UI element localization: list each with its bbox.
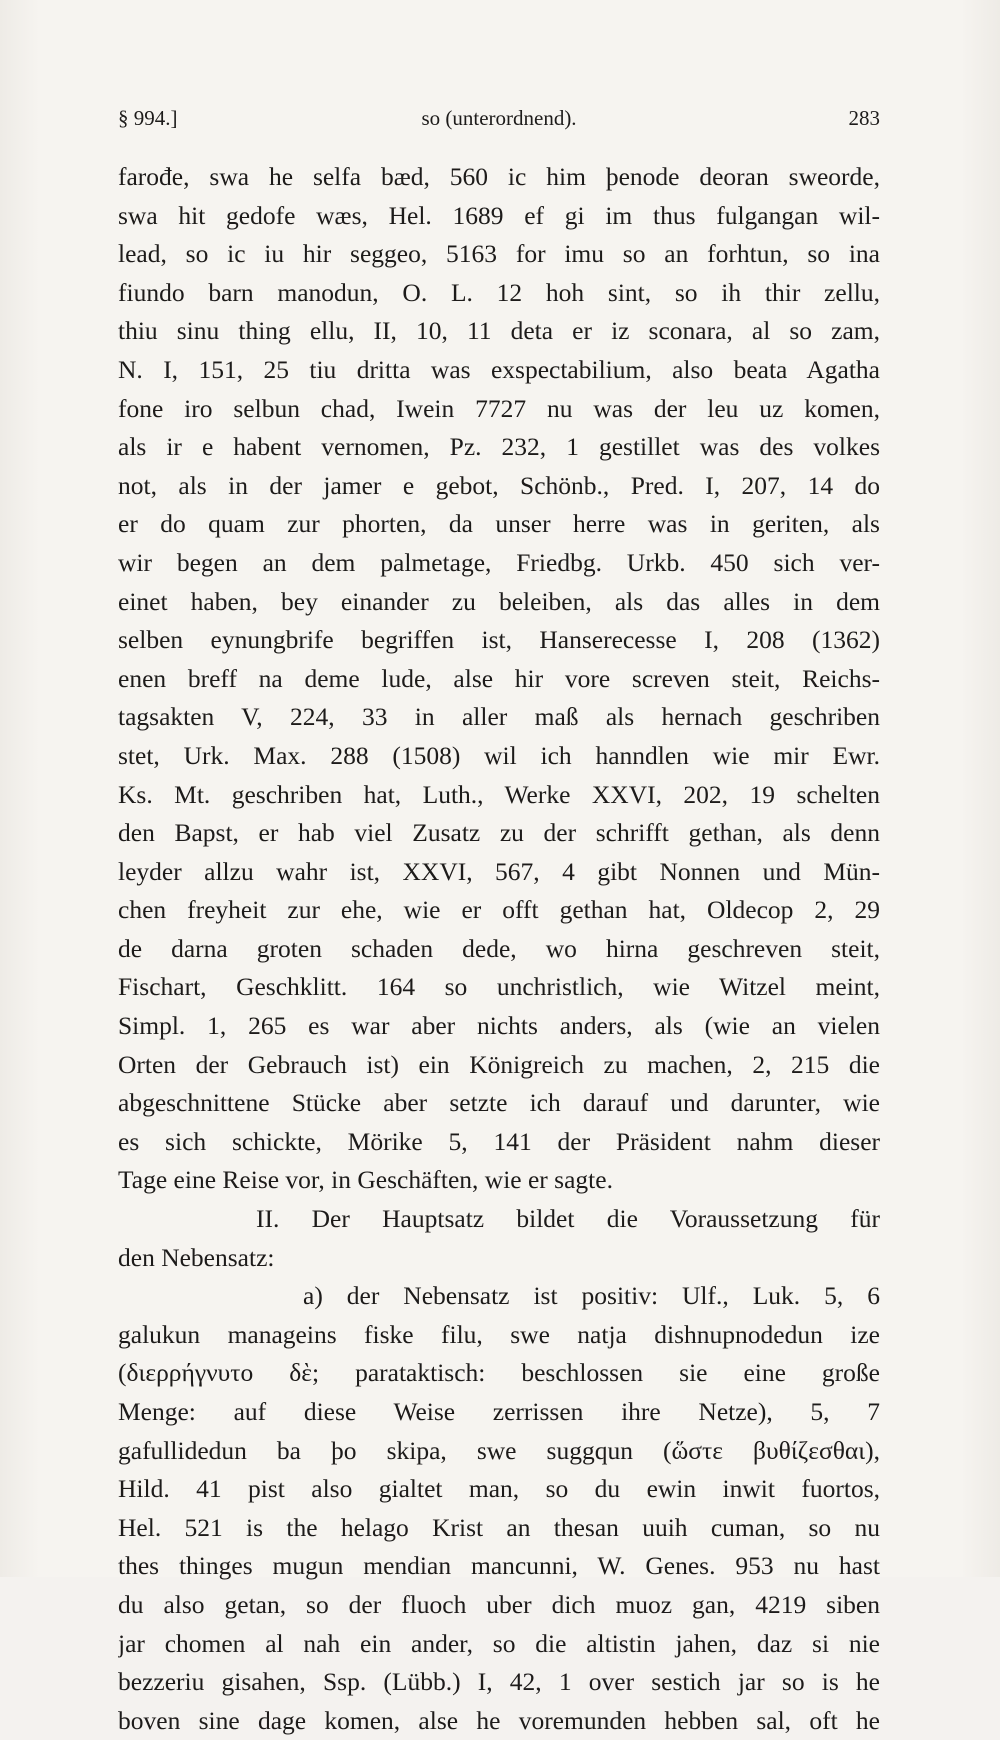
- text-line: leyder allzu wahr ist, XXVI, 567, 4 gibt Nonnen und Mün-: [118, 856, 880, 886]
- text-line: Menge: auf diese Weise zerrissen ihre Netze), 5, 7: [118, 1397, 880, 1426]
- text-line: Orten der Gebrauch ist) ein Königreich zu machen, 2, 215 die: [118, 1049, 880, 1079]
- text-line: swa hit gedofe wæs, Hel. 1689 ef gi im thus fulgangan wil-: [118, 200, 880, 230]
- text-line: galukun manageins fiske filu, swe natja dishnupnodedun ize: [118, 1319, 880, 1349]
- text-line: farođe, swa he selfa bæd, 560 ic him þenode deoran sweorde,: [118, 162, 880, 191]
- text-line: den Nebensatz:: [118, 1242, 275, 1272]
- text-line: als ir e habent vernomen, Pz. 232, 1 gestillet was des volkes: [118, 432, 880, 462]
- text-line: Hel. 521 is the helago Krist an thesan uuih cuman, so nu: [118, 1512, 880, 1542]
- running-header: [118, 106, 880, 138]
- text-line: fone iro selbun chad, Iwein 7727 nu was der leu uz komen,: [118, 393, 880, 423]
- text-line: not, als in der jamer e gebot, Schönb., Pred. I, 207, 14 do: [118, 470, 880, 500]
- text-line: Ks. Mt. geschriben hat, Luth., Werke XXVI, 202, 19 schelten: [118, 779, 880, 809]
- text-line: de darna groten schaden dede, wo hirna geschreven steit,: [118, 933, 880, 963]
- section-marker: § 994.]: [118, 106, 178, 130]
- text-line: Fischart, Geschklitt. 164 so unchristlich, wie Witzel meint,: [118, 972, 880, 1002]
- subsection-heading-line: a) der Nebensatz ist positiv: Ulf., Luk. 5, 6: [303, 1281, 880, 1311]
- text-line: thiu sinu thing ellu, II, 10, 11 deta er iz sconara, al so zam,: [118, 316, 880, 346]
- text-line: abgeschnittene Stücke aber setzte ich darauf und darunter, wie: [118, 1088, 880, 1118]
- text-line: gafullidedun ba þo skipa, swe suggqun (ὥστε βυθίζεσθαι),: [118, 1435, 880, 1465]
- text-line: einet haben, bey einander zu beleiben, als das alles in dem: [118, 586, 880, 616]
- text-line: du also getan, so der fluoch uber dich muoz gan, 4219 siben: [118, 1589, 880, 1619]
- body-text: [118, 158, 880, 1740]
- text-line: er do quam zur phorten, da unser herre was in geriten, als: [118, 509, 880, 539]
- text-line: tagsakten V, 224, 33 in aller maß als hernach geschriben: [118, 702, 880, 732]
- text-line: wir begen an dem palmetage, Friedbg. Urkb. 450 sich ver-: [118, 547, 880, 577]
- text-line: Hild. 41 pist also gialtet man, so du ewin inwit fuortos,: [118, 1474, 880, 1504]
- text-line: thes thinges mugun mendian mancunni, W. Genes. 953 nu hast: [118, 1551, 880, 1581]
- text-line: Tage eine Reise vor, in Geschäften, wie er sagte.: [118, 1165, 613, 1195]
- text-line: es sich schickte, Mörike 5, 141 der Präsident nahm dieser: [118, 1126, 880, 1156]
- text-line: N. I, 151, 25 tiu dritta was exspectabilium, also beata Agatha: [118, 354, 880, 384]
- running-title: so (unterordnend).: [421, 106, 577, 130]
- text-line: boven sine dage komen, alse he voremunden hebben sal, oft he: [118, 1705, 880, 1735]
- text-line: lead, so ic iu hir seggeo, 5163 for imu so an forhtun, so ina: [118, 239, 880, 269]
- text-line: Simpl. 1, 265 es war aber nichts anders, als (wie an vielen: [118, 1011, 880, 1041]
- text-line: (διερρήγνυτο δὲ; parataktisch: beschlossen sie eine große: [118, 1358, 880, 1388]
- text-line: selben eynungbrife begriffen ist, Hanserecesse I, 208 (1362): [118, 625, 880, 655]
- text-line: fiundo barn manodun, O. L. 12 hoh sint, so ih thir zellu,: [118, 277, 880, 307]
- text-line: chen freyheit zur ehe, wie er offt gethan hat, Oldecop 2, 29: [118, 895, 880, 925]
- section-heading-line: II. Der Hauptsatz bildet die Voraussetzung für: [256, 1204, 880, 1234]
- page-number: 283: [848, 106, 880, 130]
- text-line: bezzeriu gisahen, Ssp. (Lübb.) I, 42, 1 over sestich jar so is he: [118, 1667, 880, 1697]
- text-line: jar chomen al nah ein ander, so die altistin jahen, daz si nie: [118, 1628, 880, 1658]
- text-line: stet, Urk. Max. 288 (1508) wil ich hanndlen wie mir Ewr.: [118, 740, 880, 770]
- text-line: den Bapst, er hab viel Zusatz zu der schrifft gethan, als denn: [118, 818, 880, 848]
- text-line: enen breff na deme lude, alse hir vore screven steit, Reichs-: [118, 663, 880, 693]
